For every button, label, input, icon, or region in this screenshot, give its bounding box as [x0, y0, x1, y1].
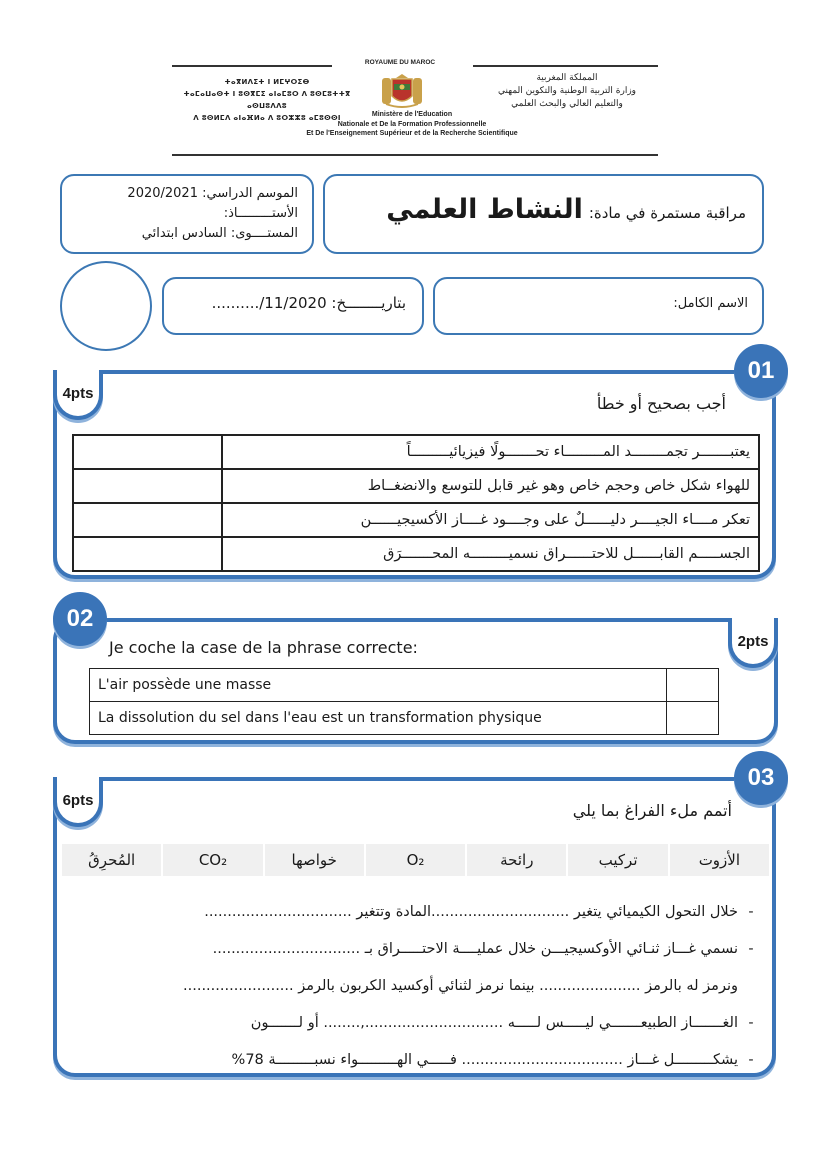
word-bank-item: الأزوت	[670, 844, 769, 876]
fill-line[interactable]	[65, 967, 764, 1004]
date-value[interactable]: 11/2020/..........	[211, 294, 327, 312]
tifinagh-line: ⵜⴰⴳⵍⴷⵉⵜ ⵏ ⵍⵎⵖⵔⵉⴱ	[224, 78, 310, 86]
fill-line-text: يشكـــــــــل غـــاز ................................... فـــــي الهـــــــــواء نسبـــــــــة 78%	[231, 1051, 738, 1068]
date-box[interactable]	[162, 277, 424, 335]
statement-cell: الجســـــم القابــــــل للاحتــــــراق نسميـــــــــه المحـــــــرَق	[222, 537, 759, 571]
answer-cell[interactable]	[73, 503, 222, 537]
fill-line-text: الغـــــــاز الطبيعـــــــي ليـــــس لـــــه ..............................,........ أو لـــــــون	[250, 1014, 738, 1031]
subject-box	[323, 174, 764, 254]
section-instruction: أتمم ملء الفراغ بما يلي	[572, 801, 732, 820]
fill-in-lines	[65, 893, 764, 1078]
letterhead-french	[212, 110, 612, 139]
word-bank-item: المُحرِقُ	[62, 844, 161, 876]
table-row	[73, 537, 759, 571]
name-box[interactable]	[433, 277, 764, 335]
word-bank-item: CO₂	[163, 844, 262, 876]
letterhead-rule-right	[473, 65, 658, 67]
table-row	[90, 669, 719, 702]
school-season: الموسم الدراسي: 2020/2021	[127, 186, 298, 201]
bullet-dash: -	[748, 1051, 754, 1068]
statement-cell: للهواء شكل خاص وحجم خاص وهو غير قابل للتوسع والانضغــاط	[222, 469, 759, 503]
fill-line[interactable]	[65, 930, 764, 967]
checkbox-table	[89, 668, 719, 735]
grade-circle[interactable]	[60, 261, 152, 351]
tifinagh-line: ⵜⴰⵎⴰⵡⴰⵙⵜ ⵏ ⵓⵙⴳⵎⵉ ⴰⵏⴰⵎⵓⵔ ⴷ ⵓⵙⵎⵓⵜⵜⴳ ⴰⵙⵡⵓⴷⴷⵓ	[183, 90, 351, 110]
tifinagh-line: ⴷ ⵓⵙⵍⵎⴷ ⴰⵏⴰⴼⵍⴰ ⴷ ⵓⵔⵣⵣⵓ ⴰⵎⵓⵙⵙⵏ	[193, 114, 341, 122]
fill-line[interactable]	[65, 893, 764, 930]
meta-lines	[127, 184, 298, 244]
fill-line[interactable]	[65, 1041, 764, 1078]
statement-cell: La dissolution du sel dans l'eau est un transformation physique	[90, 702, 667, 735]
full-name-label: الاسم الكامل:	[673, 296, 748, 311]
bullet-dash: -	[748, 903, 754, 920]
letterhead-royaume: ROYAUME DU MAROC	[364, 59, 436, 66]
table-row	[73, 503, 759, 537]
answer-cell[interactable]	[73, 435, 222, 469]
arabic-line: المملكة المغربية	[536, 73, 598, 83]
points-badge: 6pts	[53, 777, 103, 827]
statement-cell: L'air possède une masse	[90, 669, 667, 702]
letterhead-arabic	[482, 72, 652, 111]
french-line: Nationale et De la Formation Professionnelle	[337, 120, 487, 128]
level-field: المستــــوى: السادس ابتدائي	[141, 226, 298, 241]
arabic-line: وزارة التربية الوطنية والتكوين المهني	[497, 86, 637, 96]
section-instruction: أجب بصحيح أو خطأ	[596, 394, 726, 413]
word-bank	[62, 844, 769, 876]
letterhead-rule-bottom	[172, 154, 658, 156]
section-number-badge: 02	[53, 592, 107, 646]
true-false-table	[72, 434, 760, 572]
section-2-checkbox	[53, 605, 778, 744]
fill-line-text: خلال التحول الكيميائي يتغير ..............................المادة وتتغير ................................	[204, 903, 738, 920]
points-badge: 2pts	[728, 618, 778, 668]
section-1-true-false	[53, 357, 776, 579]
word-bank-item: خواصها	[265, 844, 364, 876]
bullet-dash: -	[748, 1014, 754, 1031]
answer-cell[interactable]	[73, 537, 222, 571]
table-row	[90, 702, 719, 735]
points-badge: 4pts	[53, 370, 103, 420]
subject-line	[386, 194, 746, 225]
checkbox-cell[interactable]	[667, 669, 719, 702]
date-label: بتاريــــــــخ:	[331, 294, 406, 312]
section-3-fill-blanks	[53, 764, 776, 1077]
section-number-badge: 03	[734, 751, 788, 805]
bullet-dash: -	[748, 940, 754, 957]
coat-of-arms-icon	[380, 72, 424, 108]
meta-box	[60, 174, 314, 254]
section-instruction: Je coche la case de la phrase correcte:	[109, 638, 418, 657]
checkbox-cell[interactable]	[667, 702, 719, 735]
fill-line-text: ونرمز له بالرمز ...................... بينما نرمز لثنائي أوكسيد الكربون بالرمز ........................	[183, 977, 738, 994]
subject-title: النشاط العلمي	[386, 194, 583, 225]
word-bank-item: O₂	[366, 844, 465, 876]
answer-cell[interactable]	[73, 469, 222, 503]
teacher-field[interactable]: الأستـــــــــاذ:	[223, 206, 298, 221]
french-line: Et De l'Enseignement Supérieur et de la Recherche Scientifique	[306, 130, 518, 137]
word-bank-item: تركيب	[568, 844, 667, 876]
word-bank-item: رائحة	[467, 844, 566, 876]
letterhead	[172, 58, 658, 160]
arabic-line: والتعليم العالي والبحث العلمي	[511, 99, 623, 109]
french-line: Ministère de l'Education	[371, 111, 453, 118]
statement-cell: تعكر مــــاء الجيــــر دليــــــلٌ على وجــــود غــــاز الأكسيجيــــــن	[222, 503, 759, 537]
fill-line[interactable]	[65, 1004, 764, 1041]
subject-prefix: مراقبة مستمرة في مادة:	[588, 204, 746, 222]
section-number-badge: 01	[734, 344, 788, 398]
date-line	[212, 294, 406, 312]
table-row	[73, 469, 759, 503]
statement-cell: يعتبـــــــر تجمــــــــد المـــــــــاء تحـــــــولًا فيزيائيـــــــــاً	[222, 435, 759, 469]
table-row	[73, 435, 759, 469]
letterhead-rule-left	[172, 65, 332, 67]
fill-line-text: نسمي غـــاز ثنـائي الأوكسيجيـــن خلال عمليــــة الاحتـــــراق بـ ................................	[212, 940, 738, 957]
